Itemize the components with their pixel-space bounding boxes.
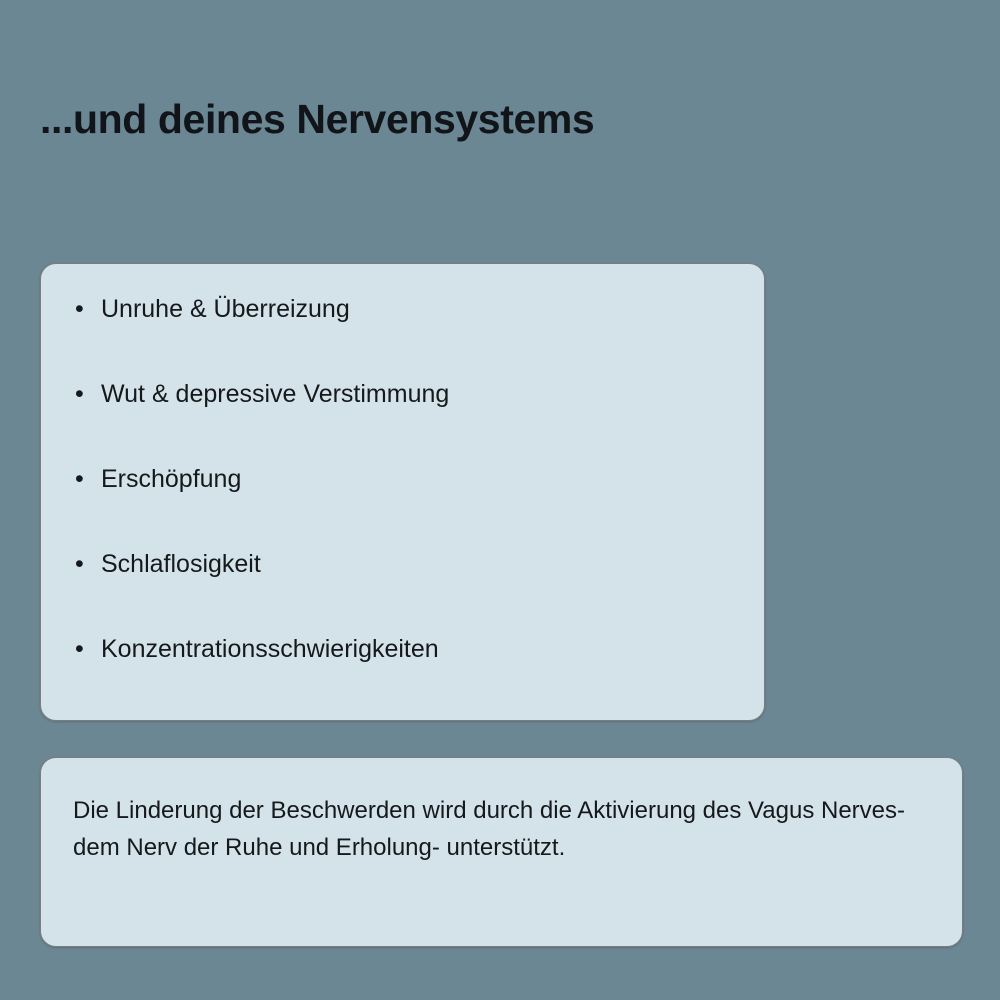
bullet-icon: •	[75, 295, 84, 323]
bullet-icon: •	[75, 465, 84, 493]
note-card	[40, 757, 963, 947]
list-item	[75, 549, 730, 579]
list-item-label: Schlaflosigkeit	[101, 550, 261, 578]
page-title: ...und deines Nervensystems	[40, 96, 595, 142]
note-text: Die Linderung der Beschwerden wird durch die Aktivierung des Vagus Nerves- dem Nerv der Ruhe und Erholung- unterstützt.	[73, 797, 905, 862]
list-item-label: Konzentrationsschwierigkeiten	[101, 635, 439, 663]
list-item	[75, 294, 730, 324]
list-item-label: Unruhe & Überreizung	[101, 295, 350, 323]
bullet-icon: •	[75, 380, 84, 408]
list-item	[75, 634, 730, 664]
symptoms-list	[75, 294, 730, 664]
list-item-label: Erschöpfung	[101, 465, 242, 493]
list-item	[75, 379, 730, 409]
list-item-label: Wut & depressive Verstimmung	[101, 380, 450, 408]
list-item	[75, 464, 730, 494]
bullet-icon: •	[75, 550, 84, 578]
symptoms-card	[40, 263, 765, 721]
bullet-icon: •	[75, 635, 84, 663]
